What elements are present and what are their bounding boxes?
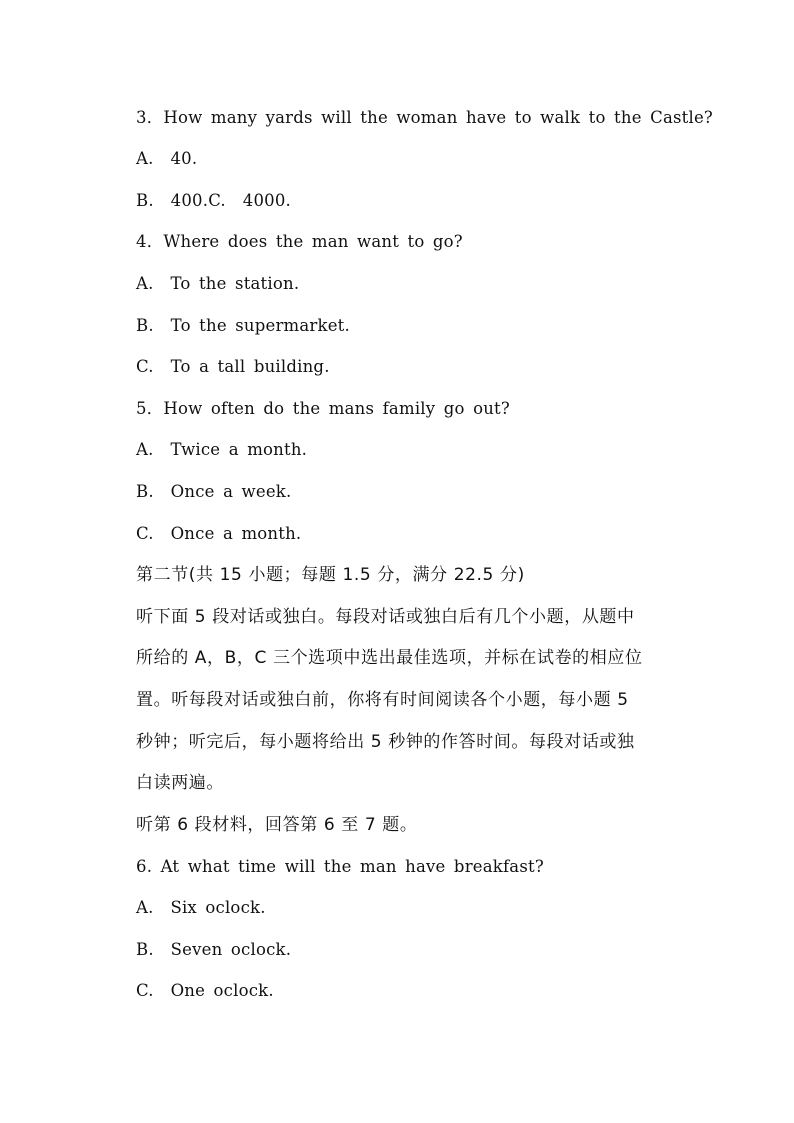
question-5-option-b: B. Once a week. <box>136 482 292 501</box>
question-3-option-a: A. 40. <box>136 149 198 168</box>
section-heading: 第二节(共 15 小题；每题 1.5 分，满分 22.5 分) <box>136 565 525 585</box>
question-4-option-a: A. To the station. <box>136 274 300 293</box>
question-5-text: 5．How often do the mans family go out? <box>136 399 510 418</box>
question-5-option-c: C. Once a month. <box>136 524 302 543</box>
question-3-text: 3．How many yards will the woman have to walk to the Castle? <box>136 108 713 127</box>
instructions-line-5: 白读两遍。 <box>136 773 224 793</box>
question-4-option-c: C. To a tall building. <box>136 357 330 376</box>
instructions-line-1: 听下面 5 段对话或独白。每段对话或独白后有几个小题，从题中 <box>136 607 635 627</box>
material-6-heading: 听第 6 段材料，回答第 6 至 7 题。 <box>136 815 418 835</box>
question-3-option-b-c: B. 400.C. 4000. <box>136 191 292 210</box>
question-5-option-a: A. Twice a month. <box>136 440 308 459</box>
instructions-line-3: 置。听每段对话或独白前，你将有时间阅读各个小题，每小题 5 <box>136 690 629 710</box>
instructions-line-2: 所给的 A，B，C 三个选项中选出最佳选项，并标在试卷的相应位 <box>136 648 643 668</box>
question-6-option-b: B. Seven oclock. <box>136 940 292 959</box>
question-6-text: 6. At what time will the man have breakfast? <box>136 857 544 876</box>
instructions-line-4: 秒钟；听完后，每小题将给出 5 秒钟的作答时间。每段对话或独 <box>136 732 635 752</box>
question-4-option-b: B. To the supermarket. <box>136 316 350 335</box>
question-4-text: 4．Where does the man want to go? <box>136 232 463 251</box>
question-6-option-c: C. One oclock. <box>136 981 274 1000</box>
question-6-option-a: A. Six oclock. <box>136 898 266 917</box>
